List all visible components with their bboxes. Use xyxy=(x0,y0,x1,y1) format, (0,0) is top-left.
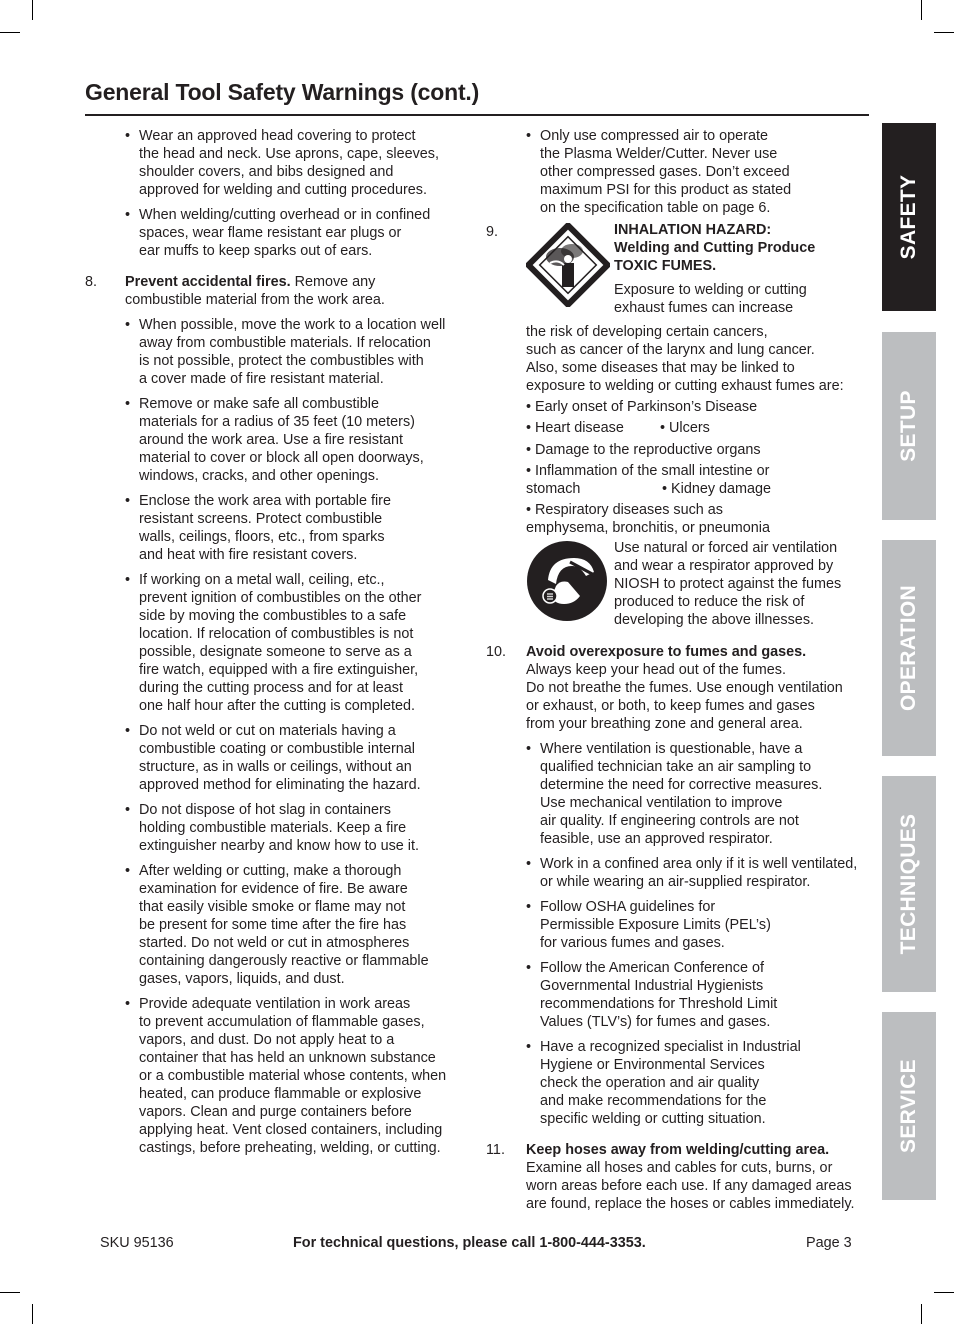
item-text: Examine all hoses and cables for cuts, burns, or worn areas before each use. If any damaged areas are found, replace the hoses or cables immediately. xyxy=(526,1160,855,1212)
crop-mark xyxy=(32,1304,33,1324)
item-10-bullets xyxy=(526,740,870,1128)
disease-item: • Ulcers xyxy=(660,420,710,436)
footer-phone: For technical questions, please call 1-800-444-3353. xyxy=(293,1235,646,1251)
item-heading: Prevent accidental fires. xyxy=(125,274,291,290)
bullet-item: • Provide adequate ventilation in work areas to prevent accumulation of flammable gases, vapors, and dust. Do not apply heat to a container that has held an unknown substance or a combustible material whose contents, when heated, can produce flammable or explosive vapors. Clean and purge containers before applying heat. Vent closed containers, including castings, before preheating, welding, or cutting. xyxy=(125,996,447,1156)
bullet-item: • Enclose the work area with portable fire resistant screens. Protect combustible walls, ceilings, floors, etc., from sparks and heat with fire resistant covers. xyxy=(125,493,391,563)
item-text: Always keep your head out of the fumes. Do not breathe the fumes. Use enough ventilation or exhaust, or both, to keep fumes and gases from your breathing zone and general area. xyxy=(526,662,843,732)
disease-item: • Inflammation of the small intestine or stomach xyxy=(526,463,770,497)
respirator-text: Use natural or forced air ventilation and wear a respirator approved by NIOSH to protect against the fumes produced to reduce the risk of developing the above illnesses. xyxy=(614,540,842,628)
item-number: 8. xyxy=(85,274,98,290)
crop-mark xyxy=(934,1292,954,1293)
crop-mark xyxy=(921,1304,922,1324)
title-rule xyxy=(85,114,869,116)
right-column xyxy=(486,127,870,1213)
bullet-item: • Do not dispose of hot slag in containers holding combustible materials. Keep a fire extinguisher nearby and know how to use it. xyxy=(125,802,419,854)
disease-item: • Kidney damage xyxy=(662,481,772,497)
crop-mark xyxy=(32,0,33,20)
bullet-item: • Where ventilation is questionable, have a qualified technician take an air sampling to determine the need for corrective measures. Use mechanical ventilation to improve air quality. If engineering controls are not feasible, use an approved respirator. xyxy=(526,741,823,847)
item-heading: Keep hoses away from welding/cutting area. xyxy=(526,1142,830,1158)
item-10 xyxy=(486,643,870,733)
tab-safety[interactable]: SAFETY xyxy=(882,123,936,311)
bullet-item: • Do not weld or cut on materials having a combustible coating or combustible internal structure, as in walls or ceilings, without an approved method for eliminating the hazard. xyxy=(125,723,421,793)
bullet-item: • Follow the American Conference of Governmental Industrial Hygienists recommendations for Threshold Limit Values (TLV’s) for fumes and gases. xyxy=(526,960,778,1030)
bullet-item: • Work in a confined area only if it is well ventilated, or while wearing an air-supplied respirator. xyxy=(526,856,858,890)
disease-item: • Respiratory diseases such as emphysema, bronchitis, or pneumonia xyxy=(526,502,770,536)
bullet-item: • Wear an approved head covering to protect the head and neck. Use aprons, cape, sleeves, shoulder covers, and bibs designed and approved for welding and cutting procedures. xyxy=(125,128,439,198)
hazard-text-continued: the risk of developing certain cancers, such as cancer of the larynx and lung cancer. Also, some diseases that may be linked to exposure to welding or cutting exhaust fumes are: xyxy=(526,324,844,394)
crop-mark xyxy=(934,32,954,33)
bullet-item: • Follow OSHA guidelines for Permissible Exposure Limits (PEL’s) for various fumes and gases. xyxy=(526,899,771,951)
item-9 xyxy=(486,223,870,636)
hazard-text: Exposure to welding or cutting exhaust fumes can increase xyxy=(614,282,807,316)
bullet-item: • Remove or make safe all combustible materials for a radius of 35 feet (10 meters) around the work area. Use a fire resistant material to cover or block all open doorways, windows, cracks, and other openings. xyxy=(125,396,424,484)
bullet-item: • When possible, move the work to a location well away from combustible materials. If relocation is not possible, protect the combustibles with a cover made of fire resistant material. xyxy=(125,317,446,387)
bullet-item: • Only use compressed air to operate the Plasma Welder/Cutter. Never use other compressed gases. Don’t exceed maximum PSI for this product as stated on the specification table on page 6. xyxy=(526,128,792,216)
footer-sku: SKU 95136 xyxy=(100,1235,174,1251)
item-number: 9. xyxy=(486,224,499,240)
disease-item: • Heart disease xyxy=(526,420,624,436)
disease-item: • Early onset of Parkinson’s Disease xyxy=(526,399,758,415)
item-number: 11. xyxy=(486,1142,505,1158)
item-8: 8. Prevent accidental fires. Remove any combustible material from the work area. xyxy=(85,274,385,308)
disease-item: • Damage to the reproductive organs xyxy=(526,442,761,458)
crop-mark xyxy=(921,0,922,20)
footer-page-number: Page 3 xyxy=(806,1235,852,1251)
disease-item-row xyxy=(526,462,870,498)
crop-mark xyxy=(0,32,20,33)
bullet-item: • Have a recognized specialist in Industrial Hygiene or Environmental Services check the operation and air quality and make recommendations for the specific welding or cutting situation. xyxy=(526,1039,801,1127)
bullet-item: • After welding or cutting, make a thorough examination for evidence of fire. Be aware that easily visible smoke or flame may not be present for some time after the fire has started. Do not weld or cut in atmospheres containing dangerously reactive or flammable gases, vapors, liquids, and dust. xyxy=(125,863,429,987)
tab-operation[interactable]: OPERATION xyxy=(882,540,936,756)
bullet-item: • If working on a metal wall, ceiling, etc., prevent ignition of combustibles on the other side by moving the combustibles to a safe location. If relocation of combustibles is not possible, designate someone to serve as a fire watch, equipped with a fire extinguisher, during the cutting process and for at least one half hour after the cutting is completed. xyxy=(125,572,422,714)
left-column xyxy=(85,127,470,1157)
item-heading: INHALATION HAZARD: Welding and Cutting Produce TOXIC FUMES. xyxy=(614,222,816,274)
tab-setup[interactable]: SETUP xyxy=(882,332,936,520)
bullet-item: When welding/cutting overhead or in confined spaces, wear flame resistant ear plugs or ear muffs to keep sparks out of ears. • xyxy=(125,207,431,259)
item-11 xyxy=(486,1141,870,1213)
page-title: General Tool Safety Warnings (cont.) xyxy=(85,79,480,105)
disease-item-row xyxy=(526,419,870,437)
tab-techniques[interactable]: TECHNIQUES xyxy=(882,776,936,992)
item-8-bullets xyxy=(125,316,470,1157)
tab-service[interactable]: SERVICE xyxy=(882,1012,936,1200)
item-number: 10. xyxy=(486,644,507,660)
crop-mark xyxy=(0,1292,20,1293)
item-heading: Avoid overexposure to fumes and gases. xyxy=(526,644,807,660)
respirator-icon xyxy=(526,540,608,622)
toxic-fumes-hazard-icon xyxy=(526,223,610,307)
